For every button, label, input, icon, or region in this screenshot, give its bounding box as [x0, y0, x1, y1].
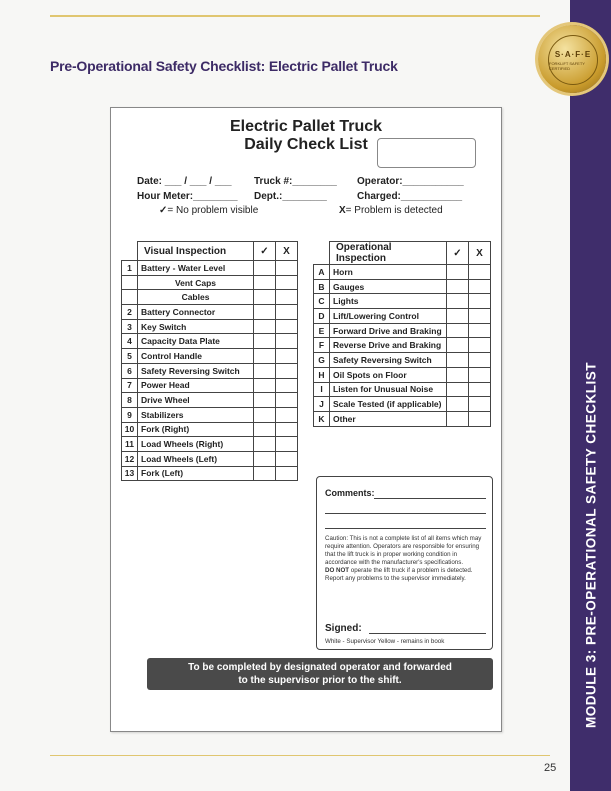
visual-check-cell[interactable] [254, 451, 276, 466]
operational-row [314, 367, 491, 382]
operational-item-label: Oil Spots on Floor [330, 367, 447, 382]
comments-box [316, 476, 493, 650]
dept-field[interactable]: Dept.:________ [254, 191, 327, 202]
operational-row [314, 382, 491, 397]
comments-label: Comments: [325, 488, 375, 498]
operational-check-cell[interactable] [447, 309, 469, 324]
operational-x-cell[interactable] [469, 353, 491, 368]
visual-item-number: 6 [122, 363, 138, 378]
operational-x-cell[interactable] [469, 323, 491, 338]
banner-line-2: to the supervisor prior to the shift. [238, 675, 402, 686]
operational-item-number: F [314, 338, 330, 353]
check-symbol-icon: ✓ [159, 205, 168, 216]
operational-inspection-table [313, 241, 491, 427]
visual-check-cell[interactable] [254, 290, 276, 305]
visual-header: Visual Inspection [138, 242, 254, 261]
operational-item-label: Scale Tested (if applicable) [330, 397, 447, 412]
do-not-label: DO NOT [325, 567, 350, 574]
form-title: Electric Pallet Truck [229, 118, 383, 135]
visual-x-cell[interactable] [276, 407, 298, 422]
operational-row [314, 309, 491, 324]
instruction-banner [147, 658, 493, 690]
operational-x-header: X [469, 242, 491, 265]
top-rule [50, 15, 540, 17]
visual-item-label: Stabilizers [138, 407, 254, 422]
badge-word: S·A·F·E [554, 49, 592, 59]
visual-item-number: 5 [122, 349, 138, 364]
visual-x-cell[interactable] [276, 378, 298, 393]
visual-x-cell[interactable] [276, 437, 298, 452]
visual-row [122, 334, 298, 349]
operational-item-number: C [314, 294, 330, 309]
operational-item-label: Horn [330, 265, 447, 280]
date-field[interactable]: Date: ___ / ___ / ___ [137, 176, 232, 187]
operational-check-cell[interactable] [447, 382, 469, 397]
operational-item-number: G [314, 353, 330, 368]
operational-row [314, 397, 491, 412]
visual-x-cell[interactable] [276, 275, 298, 290]
visual-item-number: 7 [122, 378, 138, 393]
operational-x-cell[interactable] [469, 397, 491, 412]
legend-check-text: = No problem visible [167, 205, 259, 216]
operational-check-cell[interactable] [447, 323, 469, 338]
visual-row [122, 407, 298, 422]
copies-note: White - Supervisor Yellow - remains in book [325, 638, 445, 645]
operational-item-number: A [314, 265, 330, 280]
legend-x-text: = Problem is detected [345, 205, 443, 216]
visual-item-label: Capacity Data Plate [138, 334, 254, 349]
operational-check-cell[interactable] [447, 338, 469, 353]
operational-check-cell[interactable] [447, 367, 469, 382]
visual-item-label: Control Handle [138, 349, 254, 364]
operational-item-label: Lights [330, 294, 447, 309]
visual-check-cell[interactable] [254, 393, 276, 408]
operational-x-cell[interactable] [469, 265, 491, 280]
visual-x-cell[interactable] [276, 422, 298, 437]
visual-row [122, 451, 298, 466]
page-number: 25 [544, 762, 557, 774]
visual-item-label: Safety Reversing Switch [138, 363, 254, 378]
visual-item-number: 13 [122, 466, 138, 481]
operational-header: Operational Inspection [330, 242, 447, 265]
operational-item-number: B [314, 279, 330, 294]
operational-check-cell[interactable] [447, 294, 469, 309]
visual-item-label: Vent Caps [138, 275, 254, 290]
visual-check-cell[interactable] [254, 363, 276, 378]
visual-item-label: Power Head [138, 378, 254, 393]
visual-x-cell[interactable] [276, 290, 298, 305]
visual-row [122, 261, 298, 276]
operational-x-cell[interactable] [469, 309, 491, 324]
visual-check-cell[interactable] [254, 261, 276, 276]
visual-check-cell[interactable] [254, 334, 276, 349]
operational-row [314, 353, 491, 368]
operational-row [314, 294, 491, 309]
visual-row [122, 378, 298, 393]
visual-check-cell[interactable] [254, 378, 276, 393]
visual-row [122, 466, 298, 481]
visual-row [122, 305, 298, 320]
visual-row [122, 319, 298, 334]
banner-line-1: To be completed by designated operator and forwarded [188, 662, 452, 673]
visual-item-number: 12 [122, 451, 138, 466]
operational-item-number: D [314, 309, 330, 324]
signed-label: Signed: [325, 623, 362, 634]
caution-text: Caution: This is not a complete list of all items which may require attention. Operators are responsible for ensuring that the lift truck is in proper working condition in accordance with the manufacturer's specifications. [325, 535, 482, 566]
visual-item-number: 8 [122, 393, 138, 408]
visual-x-cell[interactable] [276, 334, 298, 349]
operational-item-number: E [314, 323, 330, 338]
visual-x-cell[interactable] [276, 305, 298, 320]
visual-check-cell[interactable] [254, 319, 276, 334]
visual-check-cell[interactable] [254, 349, 276, 364]
operational-check-cell[interactable] [447, 397, 469, 412]
visual-row [122, 349, 298, 364]
operational-row [314, 323, 491, 338]
comments-line[interactable] [374, 498, 486, 499]
visual-item-label: Load Wheels (Left) [138, 451, 254, 466]
visual-x-cell[interactable] [276, 393, 298, 408]
visual-check-cell[interactable] [254, 466, 276, 481]
operational-item-label: Other [330, 411, 447, 426]
bottom-rule [50, 755, 550, 756]
visual-check-cell[interactable] [254, 407, 276, 422]
operational-check-cell[interactable] [447, 353, 469, 368]
operator-field[interactable]: Operator:___________ [357, 176, 464, 187]
operational-check-cell[interactable] [447, 279, 469, 294]
page-title: Pre-Operational Safety Checklist: Electric Pallet Truck [50, 58, 398, 74]
visual-check-header: ✓ [254, 242, 276, 261]
operational-x-cell[interactable] [469, 294, 491, 309]
visual-check-cell[interactable] [254, 275, 276, 290]
visual-item-label: Fork (Left) [138, 466, 254, 481]
visual-item-number: 4 [122, 334, 138, 349]
visual-item-label: Battery Connector [138, 305, 254, 320]
visual-item-label: Load Wheels (Right) [138, 437, 254, 452]
visual-item-label: Key Switch [138, 319, 254, 334]
operational-x-cell[interactable] [469, 279, 491, 294]
x-symbol-icon: X [339, 205, 346, 216]
do-not-text: operate the lift truck if a problem is detected. Report any problems to the supervisor immediately. [325, 567, 473, 582]
caution-note [325, 535, 487, 583]
comments-line[interactable] [325, 513, 486, 514]
visual-num-header [122, 242, 138, 261]
visual-x-header: X [276, 242, 298, 261]
visual-item-label: Cables [138, 290, 254, 305]
visual-x-cell[interactable] [276, 466, 298, 481]
operational-check-cell[interactable] [447, 411, 469, 426]
form-subtitle: Daily Check List [244, 136, 368, 153]
operational-item-label: Forward Drive and Braking [330, 323, 447, 338]
operational-item-label: Reverse Drive and Braking [330, 338, 447, 353]
truck-id-box[interactable] [377, 138, 476, 168]
visual-x-cell[interactable] [276, 261, 298, 276]
visual-row [122, 393, 298, 408]
operational-row [314, 411, 491, 426]
operational-item-number: H [314, 367, 330, 382]
visual-x-cell[interactable] [276, 319, 298, 334]
badge-seal [548, 35, 598, 85]
visual-row [122, 290, 298, 305]
operational-item-number: I [314, 382, 330, 397]
visual-item-number: 9 [122, 407, 138, 422]
operational-item-label: Lift/Lowering Control [330, 309, 447, 324]
operational-check-cell[interactable] [447, 265, 469, 280]
operational-item-number: K [314, 411, 330, 426]
visual-row [122, 437, 298, 452]
visual-check-cell[interactable] [254, 305, 276, 320]
signature-line[interactable] [369, 633, 486, 634]
comments-line[interactable] [325, 528, 486, 529]
visual-check-cell[interactable] [254, 422, 276, 437]
sidebar-label: MODULE 3: PRE-OPERATIONAL SAFETY CHECKLIST [583, 361, 599, 729]
visual-x-cell[interactable] [276, 451, 298, 466]
visual-item-number [122, 275, 138, 290]
safe-certified-badge-icon [538, 25, 606, 93]
visual-item-number: 1 [122, 261, 138, 276]
visual-item-number: 3 [122, 319, 138, 334]
operational-item-label: Safety Reversing Switch [330, 353, 447, 368]
operational-item-label: Gauges [330, 279, 447, 294]
operational-check-header: ✓ [447, 242, 469, 265]
badge-subtext: FORKLIFT SAFETY CERTIFIED [549, 60, 585, 71]
visual-item-label: Fork (Right) [138, 422, 254, 437]
operational-x-cell[interactable] [469, 382, 491, 397]
legend-check [159, 205, 258, 216]
visual-x-cell[interactable] [276, 363, 298, 378]
operational-row [314, 338, 491, 353]
visual-check-cell[interactable] [254, 437, 276, 452]
visual-inspection-table [121, 241, 298, 481]
visual-item-number: 11 [122, 437, 138, 452]
visual-item-label: Drive Wheel [138, 393, 254, 408]
charged-field[interactable]: Charged:___________ [357, 191, 463, 202]
operational-x-cell[interactable] [469, 367, 491, 382]
visual-item-number: 2 [122, 305, 138, 320]
operational-num-header [314, 242, 330, 265]
operational-x-cell[interactable] [469, 338, 491, 353]
legend-x [339, 205, 443, 216]
operational-item-label: Listen for Unusual Noise [330, 382, 447, 397]
operational-row [314, 265, 491, 280]
visual-item-number: 10 [122, 422, 138, 437]
operational-row [314, 279, 491, 294]
hour-meter-field[interactable]: Hour Meter:________ [137, 191, 238, 202]
truck-number-field[interactable]: Truck #:________ [254, 176, 337, 187]
checklist-form [110, 107, 502, 732]
visual-item-label: Battery - Water Level [138, 261, 254, 276]
visual-row [122, 422, 298, 437]
visual-row [122, 275, 298, 290]
visual-x-cell[interactable] [276, 349, 298, 364]
visual-item-number [122, 290, 138, 305]
operational-item-number: J [314, 397, 330, 412]
operational-x-cell[interactable] [469, 411, 491, 426]
visual-row [122, 363, 298, 378]
